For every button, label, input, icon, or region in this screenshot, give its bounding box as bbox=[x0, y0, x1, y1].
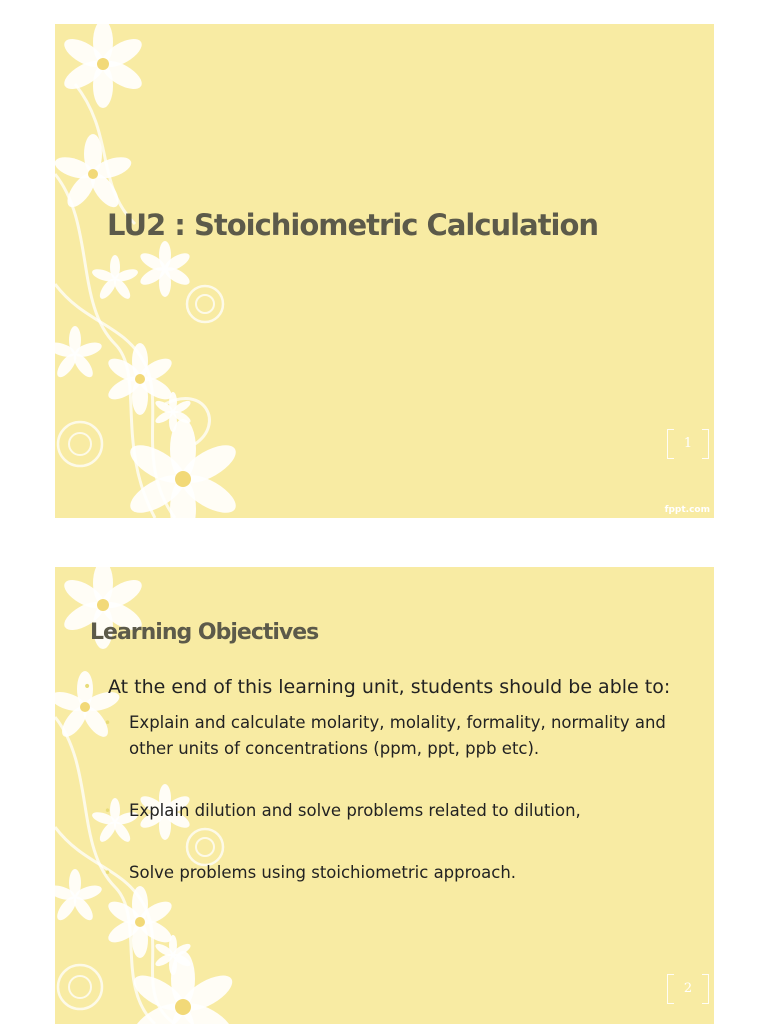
bullet-dot-icon: • bbox=[104, 804, 112, 818]
page-number: 2 bbox=[667, 974, 709, 1004]
bullet-text: Solve problems using stoichiometric approach. bbox=[129, 863, 517, 882]
bullet-list bbox=[83, 675, 683, 886]
page-number: 1 bbox=[667, 429, 709, 459]
bullet-text: Explain and calculate molarity, molality, formality, normality and other units of concentrations (ppm, ppt, ppb etc). bbox=[129, 713, 666, 758]
watermark-text: fppt.com bbox=[664, 505, 710, 515]
bullet-text: At the end of this learning unit, students should be able to: bbox=[108, 676, 671, 698]
bullet-dot-icon: • bbox=[104, 866, 112, 880]
slide-2 bbox=[55, 567, 714, 1024]
list-item bbox=[83, 860, 683, 886]
slide-title: LU2 : Stoichiometric Calculation bbox=[107, 208, 599, 242]
floral-decoration bbox=[55, 24, 714, 518]
list-item bbox=[83, 675, 683, 700]
bullet-text: Explain dilution and solve problems related to dilution, bbox=[129, 801, 581, 820]
slide-title: Learning Objectives bbox=[90, 620, 319, 645]
slide-1 bbox=[55, 24, 714, 518]
list-item bbox=[83, 710, 683, 762]
bullet-dot-icon: • bbox=[104, 716, 112, 730]
list-item bbox=[83, 798, 683, 824]
bullet-dot-icon: • bbox=[83, 679, 92, 695]
